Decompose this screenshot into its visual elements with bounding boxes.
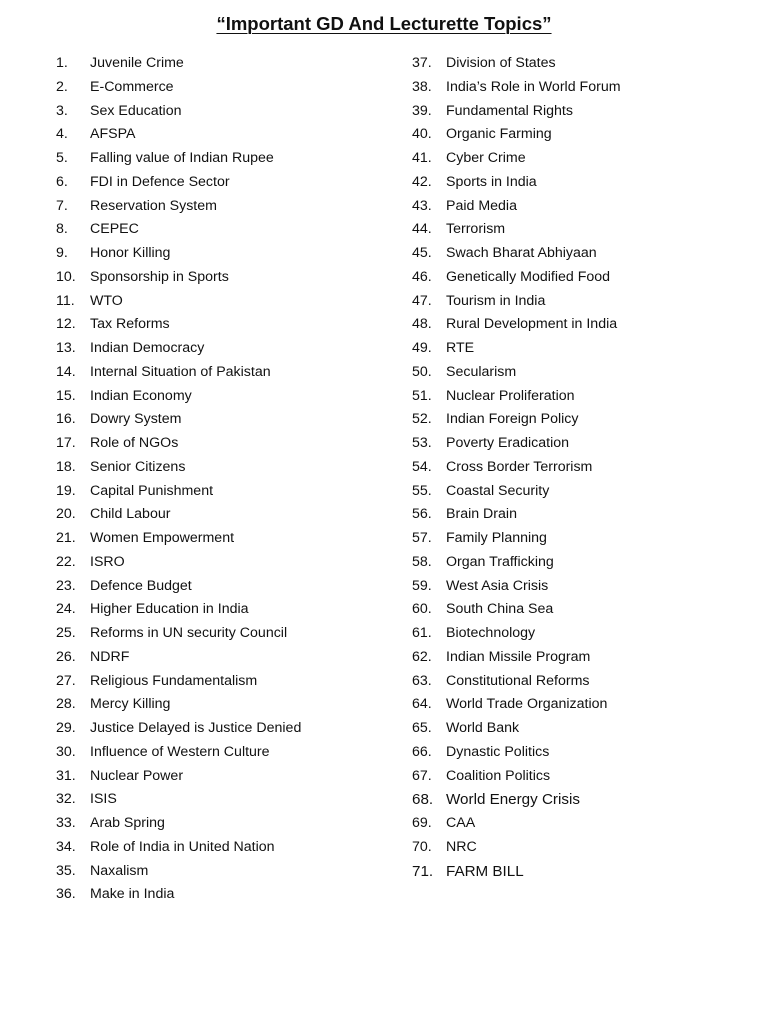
item-text: Biotechnology bbox=[446, 625, 536, 641]
item-number: 26. bbox=[56, 648, 76, 665]
item-number: 30. bbox=[56, 743, 76, 760]
item-text: Organic Farming bbox=[446, 126, 552, 143]
item-text: Indian Missile Program bbox=[446, 648, 591, 665]
list-item bbox=[412, 503, 742, 527]
item-text: Falling value of Indian Rupee bbox=[90, 150, 274, 166]
list-item bbox=[412, 385, 742, 409]
item-number: 33. bbox=[56, 815, 76, 831]
list-item bbox=[56, 717, 386, 741]
list-item bbox=[56, 575, 386, 599]
item-text: Role of India in United Nation bbox=[90, 838, 275, 855]
item-number: 34. bbox=[56, 838, 76, 855]
list-item bbox=[56, 480, 386, 504]
item-number: 35. bbox=[56, 862, 76, 879]
item-text: Defence Budget bbox=[90, 577, 192, 594]
list-item bbox=[56, 693, 386, 717]
list-item bbox=[56, 456, 386, 480]
list-item bbox=[412, 195, 742, 219]
list-item bbox=[56, 408, 386, 432]
item-number: 11. bbox=[56, 292, 75, 309]
item-number: 50. bbox=[412, 363, 432, 380]
item-text: Juvenile Crime bbox=[90, 55, 184, 71]
list-item bbox=[412, 313, 742, 337]
item-text: Higher Education in India bbox=[90, 601, 249, 618]
item-text: World Energy Crisis bbox=[446, 791, 580, 809]
list-item bbox=[412, 836, 742, 860]
item-text: RTE bbox=[446, 340, 475, 356]
item-number: 43. bbox=[412, 197, 432, 214]
item-number: 49. bbox=[412, 340, 432, 356]
list-item bbox=[56, 883, 386, 907]
item-number: 57. bbox=[412, 530, 432, 546]
list-item bbox=[56, 788, 386, 812]
item-text: Reservation System bbox=[90, 197, 217, 214]
item-number: 64. bbox=[412, 696, 432, 713]
item-number: 37. bbox=[412, 55, 432, 71]
item-text: NRC bbox=[446, 838, 477, 855]
item-number: 42. bbox=[412, 173, 432, 190]
item-number: 25. bbox=[56, 625, 76, 641]
list-item bbox=[56, 551, 386, 575]
item-number: 47. bbox=[412, 292, 432, 309]
item-number: 58. bbox=[412, 553, 432, 570]
item-number: 48. bbox=[412, 316, 432, 333]
item-text: World Trade Organization bbox=[446, 696, 608, 713]
list-item bbox=[412, 646, 742, 670]
item-number: 1. bbox=[56, 55, 68, 71]
list-item bbox=[412, 76, 742, 100]
list-item bbox=[56, 266, 386, 290]
list-item bbox=[56, 195, 386, 219]
item-text: FARM BILL bbox=[446, 862, 524, 880]
list-item bbox=[412, 361, 742, 385]
list-item bbox=[412, 693, 742, 717]
item-text: Dynastic Politics bbox=[446, 743, 550, 760]
item-number: 54. bbox=[412, 458, 432, 475]
list-item bbox=[412, 290, 742, 314]
item-number: 60. bbox=[412, 601, 432, 618]
item-number: 70. bbox=[412, 838, 432, 855]
list-item bbox=[412, 337, 742, 361]
list-item bbox=[56, 812, 386, 836]
item-number: 68. bbox=[412, 791, 434, 809]
item-number: 32. bbox=[56, 791, 76, 808]
item-number: 61. bbox=[412, 625, 432, 641]
item-number: 62. bbox=[412, 648, 432, 665]
item-number: 44. bbox=[412, 221, 432, 238]
list-item bbox=[56, 242, 386, 266]
page-title-text: “Important GD And Lecturette Topics” bbox=[216, 13, 552, 34]
list-item bbox=[412, 147, 742, 171]
list-item bbox=[412, 123, 742, 147]
item-number: 59. bbox=[412, 577, 432, 594]
item-number: 66. bbox=[412, 743, 432, 760]
list-item bbox=[56, 218, 386, 242]
item-number: 29. bbox=[56, 720, 76, 736]
list-item bbox=[56, 527, 386, 551]
item-number: 38. bbox=[412, 78, 432, 95]
list-item bbox=[412, 171, 742, 195]
list-item bbox=[412, 100, 742, 124]
list-item bbox=[56, 503, 386, 527]
item-number: 27. bbox=[56, 672, 76, 689]
item-text: Secularism bbox=[446, 363, 517, 380]
item-text: Nuclear Power bbox=[90, 767, 184, 784]
item-number: 21. bbox=[56, 530, 76, 546]
list-item bbox=[56, 646, 386, 670]
topic-list-right bbox=[412, 52, 742, 883]
item-text: Tourism in India bbox=[446, 292, 546, 309]
item-text: Child Labour bbox=[90, 506, 171, 523]
item-text: CAA bbox=[446, 815, 476, 831]
item-number: 8. bbox=[56, 221, 68, 238]
list-item bbox=[412, 622, 742, 646]
list-item bbox=[56, 860, 386, 884]
list-item bbox=[56, 598, 386, 622]
item-number: 63. bbox=[412, 672, 432, 689]
list-item bbox=[412, 480, 742, 504]
item-text: West Asia Crisis bbox=[446, 577, 549, 594]
list-item bbox=[56, 622, 386, 646]
item-number: 36. bbox=[56, 886, 76, 903]
list-item bbox=[412, 242, 742, 266]
item-number: 16. bbox=[56, 411, 76, 428]
item-number: 31. bbox=[56, 767, 76, 784]
item-number: 15. bbox=[56, 387, 76, 404]
item-number: 56. bbox=[412, 506, 432, 523]
item-text: Poverty Eradication bbox=[446, 435, 570, 451]
item-number: 40. bbox=[412, 126, 432, 143]
list-item bbox=[56, 337, 386, 361]
item-number: 51. bbox=[412, 387, 432, 404]
item-text: Rural Development in India bbox=[446, 316, 618, 333]
item-number: 7. bbox=[56, 197, 68, 214]
item-text: World Bank bbox=[446, 720, 520, 736]
item-number: 71. bbox=[412, 862, 434, 880]
item-text: ISIS bbox=[90, 791, 117, 808]
list-item bbox=[412, 527, 742, 551]
list-item bbox=[56, 432, 386, 456]
item-text: Coalition Politics bbox=[446, 767, 551, 784]
list-item bbox=[412, 860, 742, 884]
item-text: Swach Bharat Abhiyaan bbox=[446, 245, 597, 261]
item-text: Religious Fundamentalism bbox=[90, 672, 258, 689]
list-item bbox=[412, 788, 742, 812]
item-text: Indian Foreign Policy bbox=[446, 411, 579, 428]
item-number: 19. bbox=[56, 482, 76, 499]
list-item bbox=[412, 812, 742, 836]
item-text: Coastal Security bbox=[446, 482, 550, 499]
item-text: Arab Spring bbox=[90, 815, 165, 831]
list-item bbox=[56, 313, 386, 337]
item-text: Cross Border Terrorism bbox=[446, 458, 593, 475]
item-number: 2. bbox=[56, 78, 68, 95]
item-text: Tax Reforms bbox=[90, 316, 170, 333]
item-number: 65. bbox=[412, 720, 432, 736]
list-item bbox=[412, 432, 742, 456]
topic-list-left bbox=[56, 52, 386, 907]
item-text: India’s Role in World Forum bbox=[446, 78, 621, 95]
item-text: Justice Delayed is Justice Denied bbox=[90, 720, 302, 736]
item-text: FDI in Defence Sector bbox=[90, 173, 230, 190]
item-text: Nuclear Proliferation bbox=[446, 387, 575, 404]
list-item bbox=[56, 123, 386, 147]
list-item bbox=[56, 385, 386, 409]
item-number: 13. bbox=[56, 340, 76, 356]
item-number: 5. bbox=[56, 150, 68, 166]
item-number: 28. bbox=[56, 696, 76, 713]
list-item bbox=[412, 741, 742, 765]
item-number: 45. bbox=[412, 245, 432, 261]
list-item bbox=[412, 717, 742, 741]
item-text: WTO bbox=[90, 292, 123, 309]
list-item bbox=[56, 76, 386, 100]
list-item bbox=[56, 290, 386, 314]
list-item bbox=[56, 670, 386, 694]
item-text: Division of States bbox=[446, 55, 556, 71]
list-item bbox=[56, 765, 386, 789]
list-item bbox=[56, 836, 386, 860]
item-number: 69. bbox=[412, 815, 432, 831]
item-text: Dowry System bbox=[90, 411, 182, 428]
item-number: 23. bbox=[56, 577, 76, 594]
item-number: 18. bbox=[56, 458, 76, 475]
item-number: 10. bbox=[56, 268, 76, 285]
list-item bbox=[412, 598, 742, 622]
item-text: Internal Situation of Pakistan bbox=[90, 363, 271, 380]
list-item bbox=[56, 147, 386, 171]
item-text: Fundamental Rights bbox=[446, 102, 573, 119]
item-number: 14. bbox=[56, 363, 76, 380]
list-item bbox=[412, 551, 742, 575]
item-text: Naxalism bbox=[90, 862, 149, 879]
list-item bbox=[56, 100, 386, 124]
item-text: Terrorism bbox=[446, 221, 506, 238]
item-text: Honor Killing bbox=[90, 245, 171, 261]
item-text: Sponsorship in Sports bbox=[90, 268, 229, 285]
item-text: Sports in India bbox=[446, 173, 537, 190]
item-number: 4. bbox=[56, 126, 68, 143]
item-text: South China Sea bbox=[446, 601, 554, 618]
item-text: Indian Democracy bbox=[90, 340, 205, 356]
item-number: 52. bbox=[412, 411, 432, 428]
item-text: Indian Economy bbox=[90, 387, 192, 404]
item-text: Constitutional Reforms bbox=[446, 672, 590, 689]
list-item bbox=[412, 575, 742, 599]
item-number: 39. bbox=[412, 102, 432, 119]
item-text: Senior Citizens bbox=[90, 458, 186, 475]
item-number: 41. bbox=[412, 150, 432, 166]
item-text: Sex Education bbox=[90, 102, 182, 119]
item-number: 24. bbox=[56, 601, 76, 618]
item-number: 17. bbox=[56, 435, 76, 451]
item-text: Reforms in UN security Council bbox=[90, 625, 288, 641]
item-text: Brain Drain bbox=[446, 506, 517, 523]
list-item bbox=[412, 218, 742, 242]
item-text: Paid Media bbox=[446, 197, 517, 214]
item-number: 12. bbox=[56, 316, 76, 333]
list-item bbox=[412, 670, 742, 694]
item-text: AFSPA bbox=[90, 126, 136, 143]
item-number: 9. bbox=[56, 245, 68, 261]
list-item bbox=[412, 408, 742, 432]
item-text: NDRF bbox=[90, 648, 130, 665]
item-text: Family Planning bbox=[446, 530, 547, 546]
item-text: E-Commerce bbox=[90, 78, 174, 95]
item-number: 3. bbox=[56, 102, 68, 119]
page-title bbox=[0, 12, 768, 36]
list-item bbox=[412, 765, 742, 789]
item-number: 53. bbox=[412, 435, 432, 451]
item-text: Organ Trafficking bbox=[446, 553, 554, 570]
list-item bbox=[56, 361, 386, 385]
list-item bbox=[56, 52, 386, 76]
item-text: Capital Punishment bbox=[90, 482, 214, 499]
list-item bbox=[412, 266, 742, 290]
item-number: 6. bbox=[56, 173, 68, 190]
item-number: 46. bbox=[412, 268, 432, 285]
list-item bbox=[412, 52, 742, 76]
item-text: Cyber Crime bbox=[446, 150, 526, 166]
item-text: CEPEC bbox=[90, 221, 139, 238]
item-number: 22. bbox=[56, 553, 76, 570]
item-text: Influence of Western Culture bbox=[90, 743, 270, 760]
item-text: Mercy Killing bbox=[90, 696, 171, 713]
item-text: Women Empowerment bbox=[90, 530, 235, 546]
item-number: 55. bbox=[412, 482, 432, 499]
item-number: 67. bbox=[412, 767, 432, 784]
item-text: Genetically Modified Food bbox=[446, 268, 611, 285]
item-text: Make in India bbox=[90, 886, 175, 903]
item-text: ISRO bbox=[90, 553, 125, 570]
list-item bbox=[56, 171, 386, 195]
list-item bbox=[412, 456, 742, 480]
item-number: 20. bbox=[56, 506, 76, 523]
list-item bbox=[56, 741, 386, 765]
item-text: Role of NGOs bbox=[90, 435, 179, 451]
